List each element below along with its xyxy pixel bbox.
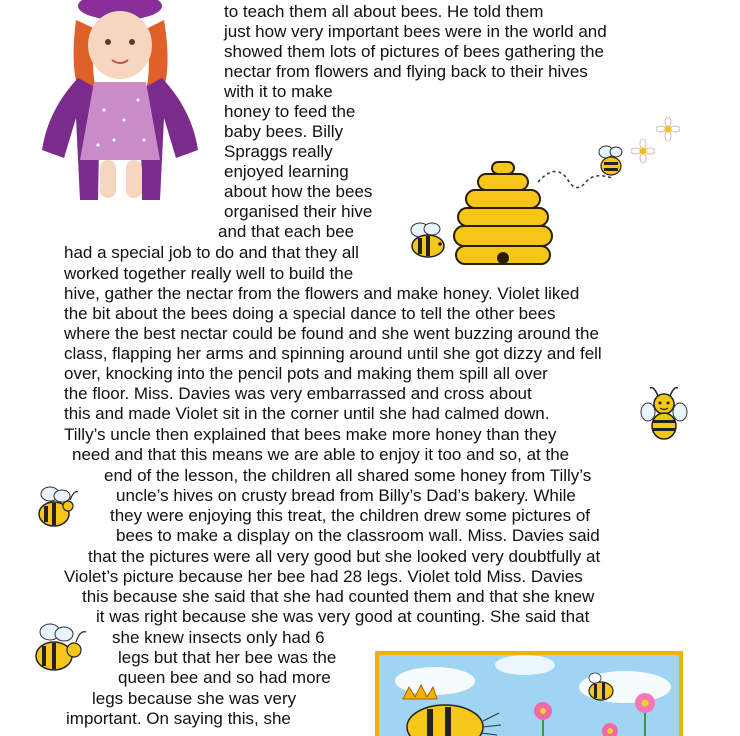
story-line: worked together really well to build the — [64, 264, 354, 283]
story-line: bees to make a display on the classroom wall. Miss. Davies said — [116, 526, 600, 545]
story-line: legs because she was very — [92, 689, 297, 708]
story-line: end of the lesson, the children all shared some honey from Tilly’s — [104, 466, 592, 485]
story-line: legs but that her bee was the — [118, 648, 337, 667]
story-line: they were enjoying this treat, the children drew some pictures of — [110, 506, 591, 525]
story-line: to teach them all about bees. He told them — [224, 2, 544, 21]
story-line: over, knocking into the pencil pots and making them spill all over — [64, 364, 548, 383]
story-line: hive, gather the nectar from the flowers and make honey. Violet liked — [64, 284, 580, 303]
story-line: queen bee and so had more — [118, 668, 331, 687]
story-line: class, flapping her arms and spinning around until she got dizzy and fell — [64, 344, 602, 363]
doll-photo — [28, 0, 213, 210]
story-line: it was right because she was very good at counting. She said that — [96, 607, 590, 626]
story-line: uncle’s hives on crusty bread from Billy’s Dad’s bakery. While — [116, 486, 576, 505]
story-line: need and that this means we are able to enjoy it too and so, at the — [72, 445, 570, 464]
story-line: organised their hive — [224, 202, 373, 221]
bee-icon — [30, 622, 88, 678]
story-line: this and made Violet sit in the corner until she had calmed down. — [64, 404, 550, 423]
story-line: with it to make — [224, 82, 333, 101]
story-line: Tilly’s uncle then explained that bees make more honey than they — [64, 425, 557, 444]
story-line: enjoyed learning — [224, 162, 349, 181]
bee-icon — [640, 384, 688, 442]
story-line: showed them lots of pictures of bees gathering the — [224, 42, 604, 61]
story-line: important. On saying this, she — [66, 709, 291, 728]
daisy-icon — [656, 117, 680, 141]
bee-icon — [594, 144, 628, 180]
bee-icon — [404, 220, 452, 260]
daisy-icon — [631, 139, 655, 163]
story-line: had a special job to do and that they all — [64, 243, 359, 262]
story-line: where the best nectar could be found and she went buzzing around the — [64, 324, 599, 343]
story-line: baby bees. Billy — [224, 122, 344, 141]
story-line: that the pictures were all very good but she looked very doubtfully at — [88, 547, 601, 566]
story-line: the bit about the bees doing a special dance to tell the other bees — [64, 304, 556, 323]
story-line: about how the bees — [224, 182, 373, 201]
story-line: just how very important bees were in the world and — [224, 22, 607, 41]
story-line: Violet’s picture because her bee had 28 legs. Violet told Miss. Davies — [64, 567, 583, 586]
bee-icon — [32, 484, 80, 532]
story-line: this because she said that she had counted them and that she knew — [82, 587, 595, 606]
story-line: she knew insects only had 6 — [112, 628, 325, 647]
story-line: honey to feed the — [224, 102, 356, 121]
story-line: the floor. Miss. Davies was very embarrassed and cross about — [64, 384, 532, 403]
story-line: and that each bee — [218, 222, 355, 241]
story-line: Spraggs really — [224, 142, 333, 161]
story-line: nectar from flowers and flying back to their hives — [224, 62, 588, 81]
child-bee-drawing — [375, 651, 683, 736]
